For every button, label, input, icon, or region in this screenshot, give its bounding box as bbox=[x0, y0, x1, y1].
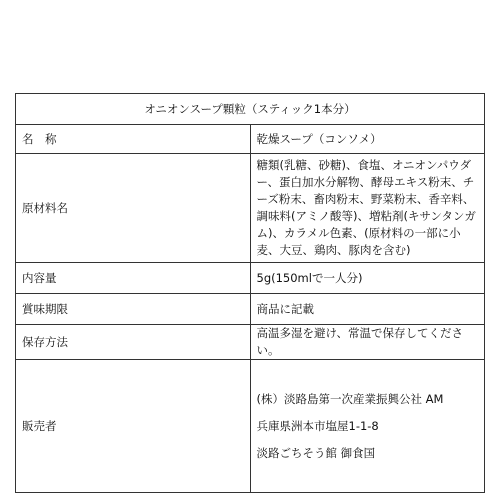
row-value-content: 5g(150mlで一人分) bbox=[250, 263, 485, 294]
label-title: オニオンスープ顆粒（スティック1本分） bbox=[16, 94, 485, 125]
row-key-name: 名 称 bbox=[16, 125, 251, 154]
row-value-name: 乾燥スープ（コンソメ） bbox=[250, 125, 485, 154]
row-value-storage: 高温多湿を避け、常温で保存してください。 bbox=[250, 325, 485, 360]
row-key-ingredients: 原材料名 bbox=[16, 154, 251, 263]
row-key-storage: 保存方法 bbox=[16, 325, 251, 360]
row-key-seller: 販売者 bbox=[16, 360, 251, 493]
product-label-table bbox=[15, 93, 485, 493]
table-row-expiry bbox=[16, 294, 485, 325]
row-value-expiry: 商品に記載 bbox=[250, 294, 485, 325]
title-row bbox=[16, 94, 485, 125]
row-value-ingredients: 糖類(乳糖、砂糖)、食塩、オニオンパウダー、蛋白加水分解物、酵母エキス粉末、チーズ粉末、畜肉粉末、野菜粉末、香辛料、調味料(アミノ酸等)、増粘剤(キサンタンガム)、カラメル色素、(原材料の一部に小麦、大豆、鶏肉、豚肉を含む) bbox=[250, 154, 485, 263]
table-row-seller bbox=[16, 360, 485, 493]
row-key-content: 内容量 bbox=[16, 263, 251, 294]
table-row-name bbox=[16, 125, 485, 154]
row-key-expiry: 賞味期限 bbox=[16, 294, 251, 325]
seller-address: 兵庫県洲本市塩屋1-1-8 bbox=[256, 418, 379, 433]
seller-shop: 淡路ごちそう館 御食国 bbox=[256, 445, 376, 460]
row-value-seller bbox=[250, 360, 485, 493]
seller-company: (株）淡路島第一次産業振興公社 AM bbox=[256, 391, 444, 406]
table-row-storage bbox=[16, 325, 485, 360]
table-row-ingredients bbox=[16, 154, 485, 263]
table-row-content bbox=[16, 263, 485, 294]
